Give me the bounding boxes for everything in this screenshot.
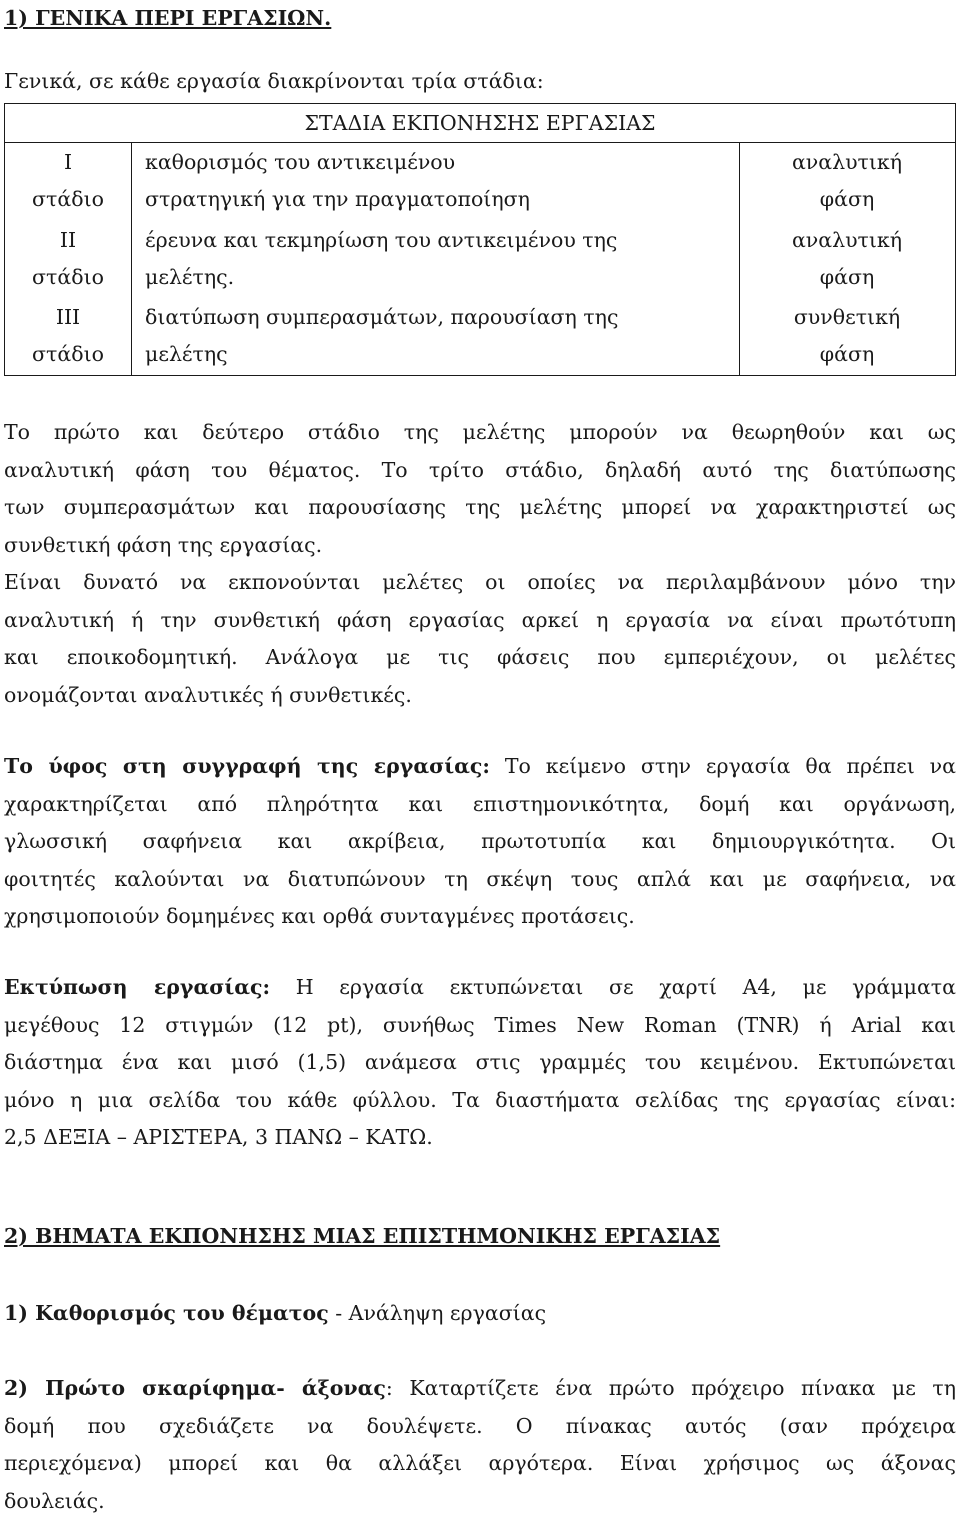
table-cell-phase: συνθετική: [739, 299, 955, 336]
paragraph-stages: [4, 418, 956, 718]
paragraph-line: [4, 973, 956, 1011]
paragraph-text: Το κείμενο στην εργασία θα πρέπει να: [490, 754, 956, 778]
paragraph-line: και εποικοδομητική. Ανάλογα με τις φάσεις που εμπεριέχουν, οι μελέτες: [4, 643, 956, 681]
table-cell-stage-word: στάδιο: [5, 259, 131, 296]
paragraph-line: μεγέθους 12 στιγμών (12 pt), συνήθως Times New Roman (TNR) ή Arial και: [4, 1011, 956, 1049]
step-label: 1) Καθορισμός του θέματος: [4, 1301, 329, 1325]
step-2: [4, 1374, 956, 1524]
stages-table: [4, 103, 956, 376]
table-cell-phase: αναλυτική: [739, 222, 955, 259]
table-cell-stage-word: στάδιο: [5, 336, 131, 373]
table-cell-phase: αναλυτική: [739, 144, 955, 181]
table-title: ΣΤΑΔΙΑ ΕΚΠΟΝΗΣΗΣ ΕΡΓΑΣΙΑΣ: [5, 104, 955, 143]
paragraph-printing: [4, 973, 956, 1161]
table-cell-stage-num: III: [5, 299, 131, 336]
paragraph-line: διάστημα ένα και μισό (1,5) ανάμεσα στις γραμμές του κειμένου. Εκτυπώνεται: [4, 1048, 956, 1086]
paragraph-line: αναλυτική ή την συνθετική φάση εργασίας αρκεί η εργασία να είναι πρωτότυπη: [4, 606, 956, 644]
paragraph-text: Η εργασία εκτυπώνεται σε χαρτί Α4, με γράμματα: [270, 975, 956, 999]
table-cell-desc: στρατηγική για την πραγματοποίηση: [145, 181, 735, 218]
heading-general: 1) ΓΕΝΙΚΑ ΠΕΡΙ ΕΡΓΑΣΙΩΝ.: [4, 4, 331, 32]
paragraph-line: χρησιμοποιούν δομημένες και ορθά συνταγμένες προτάσεις.: [4, 902, 956, 940]
step-text: : Καταρτίζετε ένα πρώτο πρόχειρο πίνακα με τη: [386, 1376, 956, 1400]
paragraph-line: γλωσσική σαφήνεια και ακρίβεια, πρωτοτυπία και δημιουργικότητα. Οι: [4, 827, 956, 865]
paragraph-line: μόνο η μια σελίδα του κάθε φύλλου. Τα διαστήματα σελίδας της εργασίας είναι:: [4, 1086, 956, 1124]
table-divider: [131, 143, 132, 375]
paragraph-line: φοιτητές καλούνται να διατυπώνουν τη σκέψη τους απλά και με σαφήνεια, να: [4, 865, 956, 903]
paragraph-line: 2,5 ΔΕΞΙΑ – ΑΡΙΣΤΕΡΑ, 3 ΠΑΝΩ – ΚΑΤΩ.: [4, 1123, 956, 1161]
paragraph-line: ονομάζονται αναλυτικές ή συνθετικές.: [4, 681, 956, 719]
section-label: Εκτύπωση εργασίας:: [4, 975, 270, 999]
table-cell-stage-word: στάδιο: [5, 181, 131, 218]
table-cell-phase: φάση: [739, 181, 955, 218]
table-cell-desc: μελέτης.: [145, 259, 735, 296]
paragraph-line: δουλειάς.: [4, 1487, 956, 1524]
paragraph-line: [4, 752, 956, 790]
paragraph-line: περιεχόμενα) μπορεί και θα αλλάξει αργότερα. Είναι χρήσιμος ως άξονας: [4, 1449, 956, 1487]
paragraph-line: χαρακτηρίζεται από πληρότητα και επιστημονικότητα, δομή και οργάνωση,: [4, 790, 956, 828]
table-cell-stage-num: I: [5, 144, 131, 181]
step-text: - Ανάληψη εργασίας: [329, 1301, 546, 1325]
heading-steps: 2) ΒΗΜΑΤΑ ΕΚΠΟΝΗΣΗΣ ΜΙΑΣ ΕΠΙΣΤΗΜΟΝΙΚΗΣ ΕΡΓΑΣΙΑΣ: [4, 1222, 720, 1250]
table-cell-phase: φάση: [739, 336, 955, 373]
table-cell-desc: διατύπωση συμπερασμάτων, παρουσίαση της: [145, 299, 735, 336]
table-cell-desc: μελέτης: [145, 336, 735, 373]
paragraph-line: συνθετική φάση της εργασίας.: [4, 531, 956, 569]
table-cell-desc: καθορισμός του αντικειμένου: [145, 144, 735, 181]
table-cell-phase: φάση: [739, 259, 955, 296]
step-1: [4, 1299, 546, 1327]
paragraph-line: αναλυτική φάση του θέματος. Το τρίτο στάδιο, δηλαδή αυτό της διατύπωσης: [4, 456, 956, 494]
table-cell-stage-num: II: [5, 222, 131, 259]
paragraph-line: [4, 1374, 956, 1412]
paragraph-line: δομή που σχεδιάζετε να δουλέψετε. Ο πίνακας αυτός (σαν πρόχειρα: [4, 1412, 956, 1450]
paragraph-line: Είναι δυνατό να εκπονούνται μελέτες οι οποίες να περιλαμβάνουν μόνο την: [4, 568, 956, 606]
paragraph-writing-style: [4, 752, 956, 940]
table-cell-desc: έρευνα και τεκμηρίωση του αντικειμένου της: [145, 222, 735, 259]
paragraph-line: των συμπερασμάτων και παρουσίασης της μελέτης μπορεί να χαρακτηριστεί ως: [4, 493, 956, 531]
section-label: Το ύφος στη συγγραφή της εργασίας:: [4, 754, 490, 778]
paragraph-line: Το πρώτο και δεύτερο στάδιο της μελέτης μπορούν να θεωρηθούν και ως: [4, 418, 956, 456]
intro-text: Γενικά, σε κάθε εργασία διακρίνονται τρία στάδια:: [4, 67, 544, 95]
step-label: 2) Πρώτο σκαρίφημα- άξονας: [4, 1376, 386, 1400]
